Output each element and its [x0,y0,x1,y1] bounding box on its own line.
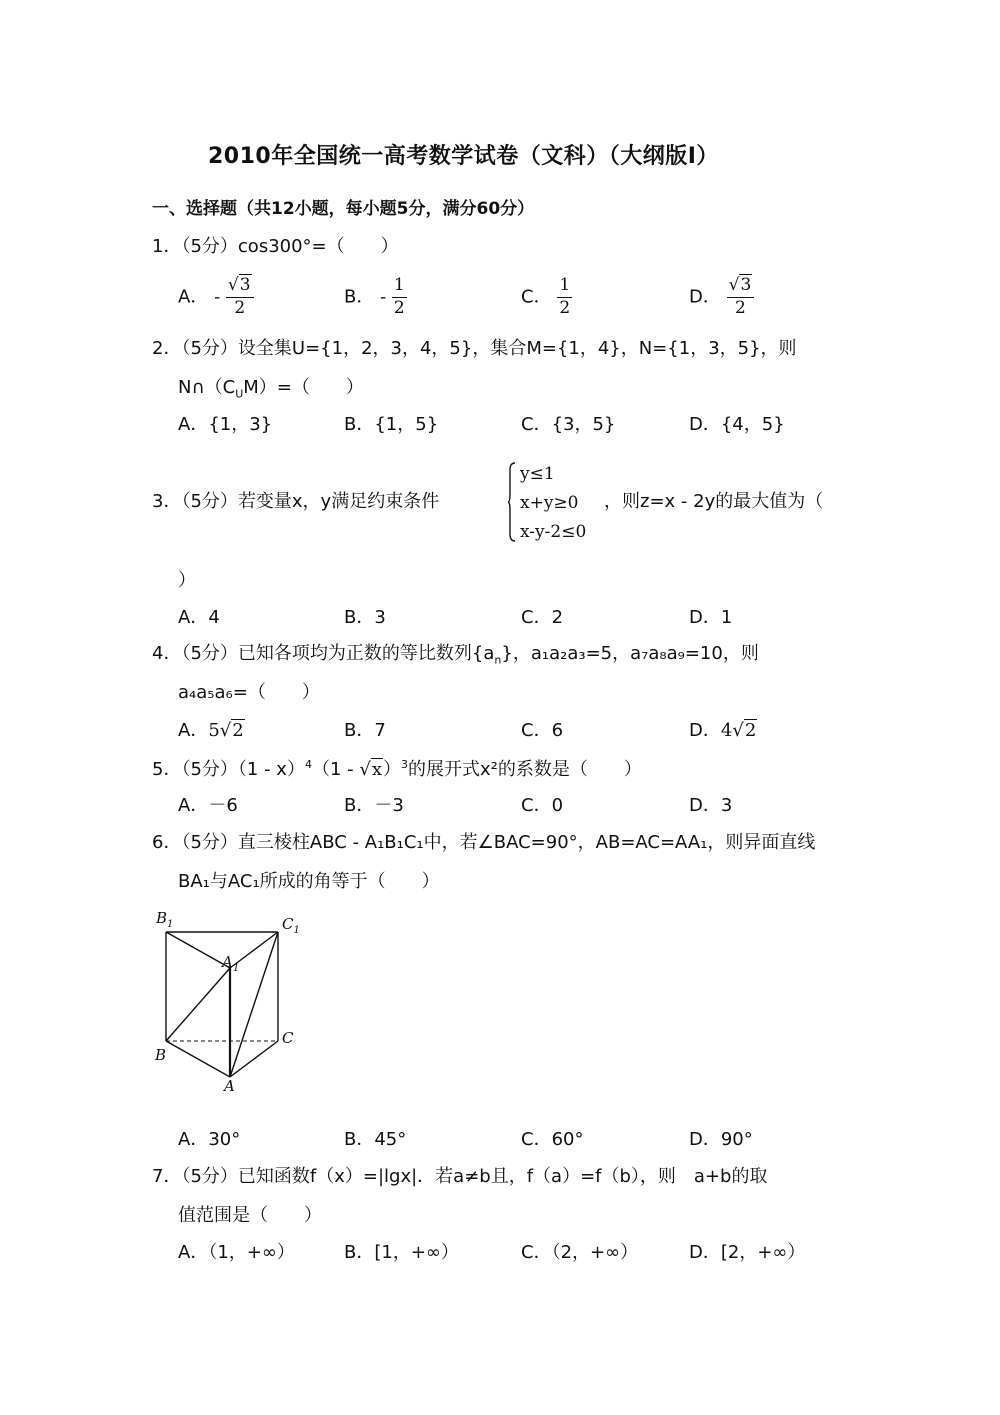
numerator [727,277,755,298]
question-4-line1: 4．（5分）已知各项均为正数的等比数列$\{a_n\}$，a₁a₂a₃=5，a₇a₈a₉=10，则 [152,643,759,667]
radicand: 3 [740,275,752,295]
q6-option-c[interactable]: C．60° [521,1129,584,1150]
question-3-stem-pre: 3．（5分）若变量x，y满足约束条件 [152,491,440,512]
label-a1: $A_1$ [222,953,240,974]
text: 4．（5分）已知各项均为正数的等比数列{a [152,643,495,664]
numerator: 1 [392,277,407,298]
question-4-line2: a₄a₅a₆=（ ） [178,682,320,703]
q4-option-b[interactable]: B．7 [344,720,386,741]
text: ，则 [722,643,759,664]
option-label: A． [178,720,209,741]
option-label: D． [689,720,721,741]
q3-option-a[interactable]: A．4 [178,607,220,628]
q6-option-d[interactable]: D．90° [689,1129,753,1150]
q3-option-d[interactable]: D．1 [689,607,733,628]
radicand: x [371,759,382,780]
text: ） [382,759,401,780]
q6-option-a[interactable]: A．30° [178,1129,241,1150]
minus-sign: - [380,286,392,308]
option-label: D． [689,286,721,308]
question-3-stem-post: ，则z=x - 2y的最大值为（ [604,491,824,512]
q7-option-d[interactable]: D．[2，+∞） [689,1242,806,1263]
condition-2: a₇a₈a₉=10 [630,643,723,664]
radicand: 2 [744,720,757,741]
q1-option-c[interactable] [521,277,572,318]
question-7-line1: 7．（5分）已知函数f（x）=|lgx|．若a≠b且，f（a）=f（b），则 a+b的取 [152,1166,768,1187]
subscript: U [235,387,244,401]
q2-option-a[interactable]: A．{1，3} [178,414,273,435]
q4-option-c[interactable]: C．6 [521,720,564,741]
option-label: B． [344,286,375,308]
q7-option-a[interactable]: A．（1，+∞） [178,1242,295,1263]
label-c1: $C_1$ [282,915,300,936]
text: 的展开式x²的系数是（ ） [407,759,642,780]
question-6-line2: BA₁与AC₁所成的角等于（ ） [178,871,440,892]
sqrt-icon: √ [732,720,744,741]
fraction [727,277,755,318]
fraction [392,277,407,318]
fraction [557,277,572,318]
constraint-2: x+y≥0 [520,493,579,513]
question-3-close: ） [178,570,196,591]
q3-option-c[interactable]: C．2 [521,607,564,628]
text: M）=（ ） [243,377,364,398]
edge-b-a [166,1041,230,1077]
question-1-stem: 1．（5分）cos300°=（ ） [152,236,399,257]
constraint-3: x-y-2≤0 [520,522,587,542]
left-brace-icon [508,462,516,542]
option-label: C． [521,286,552,308]
exponent: 4 [304,758,312,771]
question-6-line1: 6．（5分）直三棱柱ABC - A₁B₁C₁中，若∠BAC=90°，AB=AC=AA₁，则异面直线 [152,832,816,853]
minus-sign: - [214,286,221,308]
q2-option-d[interactable]: D．{4，5} [689,414,785,435]
constraint-system [508,462,598,546]
sqrt-icon: √ [728,275,740,295]
denominator: 2 [559,297,571,318]
q4-option-d[interactable] [689,722,757,740]
radicand: 2 [232,720,244,741]
coefficient: 5 [208,720,220,741]
coefficient: 4 [720,720,733,741]
sqrt-icon: √ [227,275,239,295]
label-c: C [282,1029,294,1047]
q7-option-b[interactable]: B．[1，+∞） [344,1242,459,1263]
question-2-line2 [178,379,364,400]
q5-option-d[interactable]: D．3 [689,795,733,816]
fraction [226,277,254,318]
q5-option-b[interactable]: B．－3 [344,795,404,816]
page-title: 2010年全国统一高考数学试卷（文科）（大纲版Ⅰ） [208,144,719,169]
question-7-line2: 值范围是（ ） [178,1205,322,1226]
q1-option-d[interactable] [689,277,754,318]
label-a: A [224,1077,235,1095]
subscript: n [494,653,502,667]
q5-option-c[interactable]: C．0 [521,795,564,816]
text: （1 - [311,759,360,780]
q4-option-a[interactable] [178,722,245,740]
sqrt-icon: √ [359,759,371,780]
question-5-stem [152,759,642,779]
option-label: A． [178,286,209,308]
condition-1: a₁a₂a₃=5 [530,643,613,664]
line-a-c1 [230,932,278,1077]
q6-option-b[interactable]: B．45° [344,1129,407,1150]
text: 5．（5分）（1 - x） [152,759,305,780]
denominator: 2 [234,297,246,318]
exponent: 3 [400,758,408,771]
section-heading: 一、选择题（共12小题，每小题5分，满分60分） [152,199,535,219]
denominator: 2 [393,297,405,318]
label-b1: $B_1$ [156,909,174,930]
q1-option-b[interactable] [344,277,407,318]
q2-option-c[interactable]: C．{3，5} [521,414,616,435]
edge-b1-a1 [166,932,230,968]
q3-option-b[interactable]: B．3 [344,607,386,628]
prism-figure [150,905,310,1095]
question-2-line1: 2．（5分）设全集U={1，2，3，4，5}，集合M={1，4}，N={1，3，5}，则 [152,338,797,359]
radicand: 3 [239,275,251,295]
constraint-1: y≤1 [520,464,555,484]
sqrt-icon: √ [219,720,232,741]
edge-a-c [230,1041,278,1077]
q7-option-c[interactable]: C．（2，+∞） [521,1242,639,1263]
q5-option-a[interactable]: A．－6 [178,795,238,816]
denominator: 2 [735,297,746,318]
numerator: 1 [557,277,572,298]
text: N∩（C [178,377,236,398]
q2-option-b[interactable]: B．{1，5} [344,414,439,435]
q1-option-a[interactable] [178,277,254,318]
label-b: B [155,1046,167,1064]
line-b-a1 [166,968,230,1041]
numerator [226,277,254,298]
